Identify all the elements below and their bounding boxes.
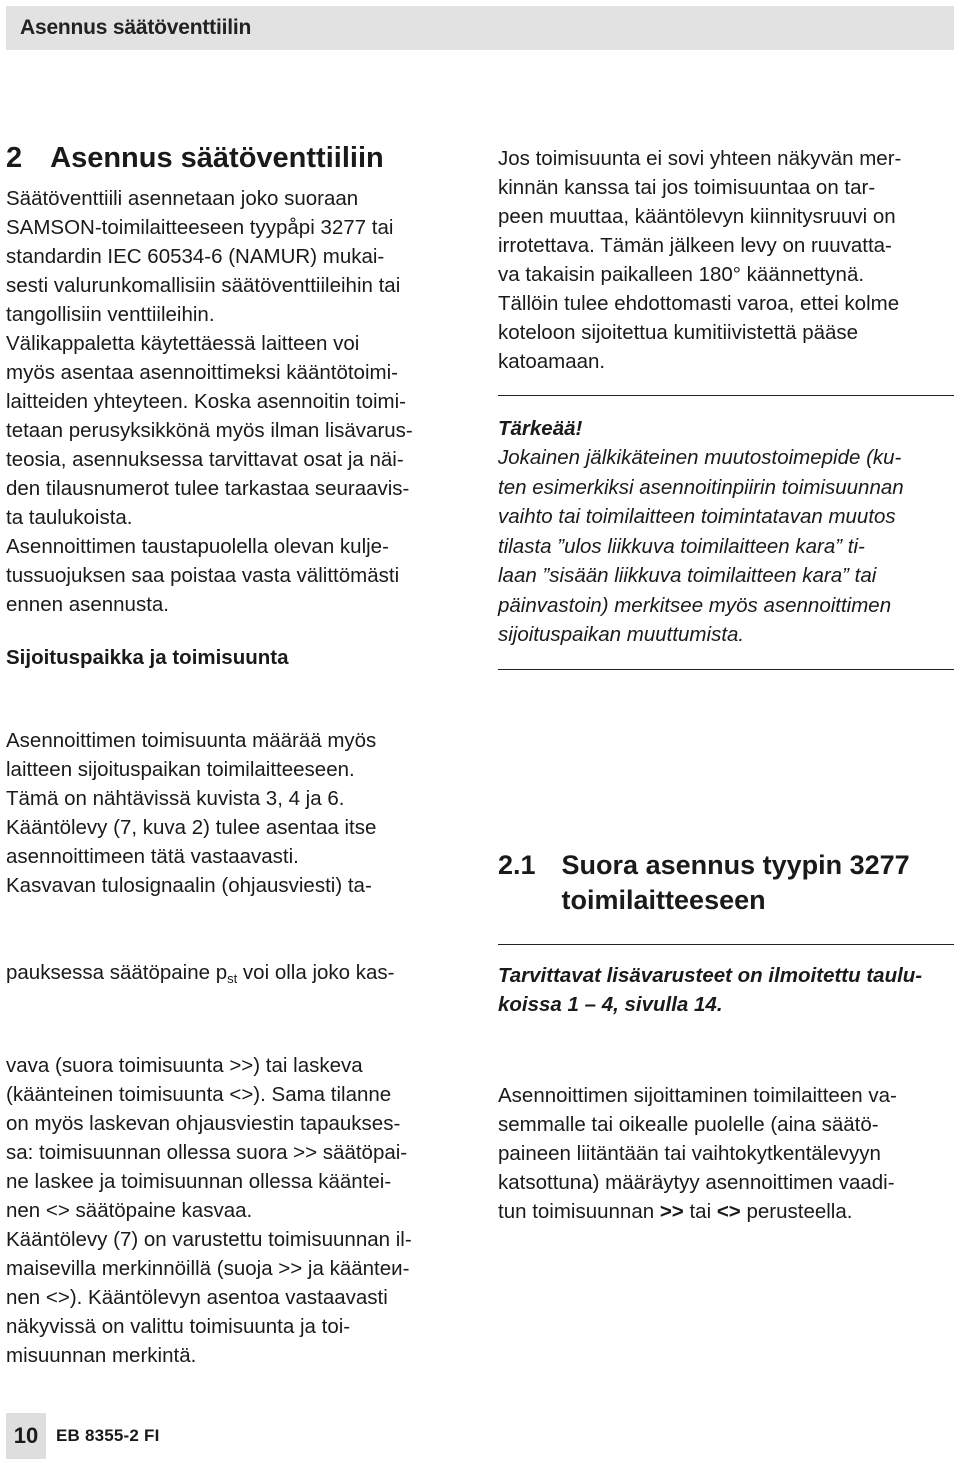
direction-text-start: Asennoittimen toimisuunta määrää myös laitteen sijoituspaikan toimilaitteeseen. Tämä on nähtävissä kuvista 3, 4 ja 6. Kääntölevy (7, kuva 2) tulee asentaa itse asennoittimeen tätä vastaavasti. Kasvavan tulosignaalin (ohjausviesti) ta- bbox=[6, 729, 377, 897]
divider-subsection bbox=[498, 944, 954, 945]
subsection-title: Suora asennus tyypin 3277 toimilaitteeseen bbox=[561, 849, 910, 915]
header-title: Asennus säätöventtiilin bbox=[20, 16, 252, 39]
doc-code: EB 8355-2 FI bbox=[56, 1426, 160, 1445]
section-heading bbox=[6, 140, 456, 176]
direction-paragraph bbox=[6, 697, 456, 1370]
direction-text-line-a: pauksessa säätöpaine p bbox=[6, 961, 228, 984]
required-accessories: Tarvittavat lisävarusteet on ilmoitettu taulu- koissa 1 – 4, sivulla 14. bbox=[498, 963, 923, 1016]
direction-text-rest: vava (suora toimisuunta >>) tai laskeva (käänteinen toimisuunta <>). Sama tilanne on myös laskevan ohjausviestin tapaukses- sa: toimisuunnan ollessa suora >> säätöpai- ne laskee ja toimisuunnan ollessa kääntei- nen <> säätöpaine kasvaa. Kääntölevy (7) on varustettu toimisuunnan il- maisevilla merkinnöillä (suoja >> ja käänteи- nen <>). Kääntölevyn asentoa vastaavasti näkyvissä on valittu toimisuunta ja toi- misuunnan merkintä. bbox=[6, 1054, 412, 1367]
right-column bbox=[498, 144, 956, 1226]
section-number: 2 bbox=[6, 142, 23, 174]
mounting-paragraph bbox=[498, 1081, 956, 1226]
divider-top bbox=[498, 395, 954, 396]
note-text: Jokainen jälkikäteinen muutostoimepide (ku- ten esimerkiksi asennoitinpiirin toimisuunnan vaihto tai toimilaitteen toimintatavan muutos tilasta ”ulos liikkuva toimilaitteen kara” ti- laan ”sisään liikkuva toimilaitteen kara” tai päinvastoin) merkitsee myös asennoittimen sijoituspaikan muuttumista. bbox=[498, 446, 904, 646]
mounting-text-mid: tai bbox=[683, 1199, 717, 1223]
direct-symbol: >> bbox=[659, 1199, 684, 1223]
mounting-text: Asennoittimen sijoittaminen toimilaitteen va- semmalle tai oikealle puolelle (aina säätö- paineen liitäntään tai vaihtokytkentälevyyn katsottuna) määräytyy asennoittimen vaadi- tun toimisuunnan bbox=[498, 1083, 897, 1223]
orientation-paragraph: Jos toimisuunta ei sovi yhteen näkyvän mer- kinnän kanssa tai jos toimisuuntaa on tar- peen muuttaa, kääntölevyn kiinnitysruuvi on irrotettava. Tämän jälkeen levy on ruuvatta- va takaisin paikalleen 180° käännettynä. Tällöin tulee ehdottomasti varoa, ettei kolme koteloon sijoitettua kumitiivistettä pääse katoamaan. bbox=[498, 147, 902, 373]
page-number: 10 bbox=[6, 1413, 46, 1459]
reverse-symbol: <> bbox=[716, 1199, 741, 1223]
header-bar bbox=[6, 6, 954, 50]
subsection-heading bbox=[498, 848, 956, 918]
subscript-st: st bbox=[227, 971, 238, 986]
divider-bottom bbox=[498, 669, 954, 670]
direction-text-line-b: voi olla joko kas- bbox=[237, 961, 395, 984]
section-title: Asennus säätöventtiiliin bbox=[50, 142, 384, 174]
intro-paragraph: Säätöventtiili asennetaan joko suoraan SAMSON-toimilaitteeseen tyypåpi 3277 tai standardin IEC 60534-6 (NAMUR) mukai- sesti valurunkomallisiin säätöventtiileihin tai tangollisiin venttiileihin. Välikappaletta käytettäessä laitteen voi myös asentaa asennoittimeksi kääntötoimi- laitteiden yhteyteen. Koska asennoitin toimi- tetaan perusyksikkönä myös ilman lisävarus- teosia, asennuksessa tarvittavat osat ja näi- den tilausnumerot tulee tarkastaa seuraavis- ta taulukoista. Asennoittimen taustapuolella olevan kulje- tussuojuksen saa poistaa vasta välittömästi ennen asennusta. bbox=[6, 187, 413, 616]
subsection-number: 2.1 bbox=[498, 849, 536, 880]
mounting-text-end: perusteella. bbox=[740, 1199, 853, 1223]
subheading: Sijoituspaikka ja toimisuunta bbox=[6, 646, 289, 669]
left-column bbox=[6, 140, 456, 1370]
note-title: Tärkeää! bbox=[498, 417, 583, 440]
